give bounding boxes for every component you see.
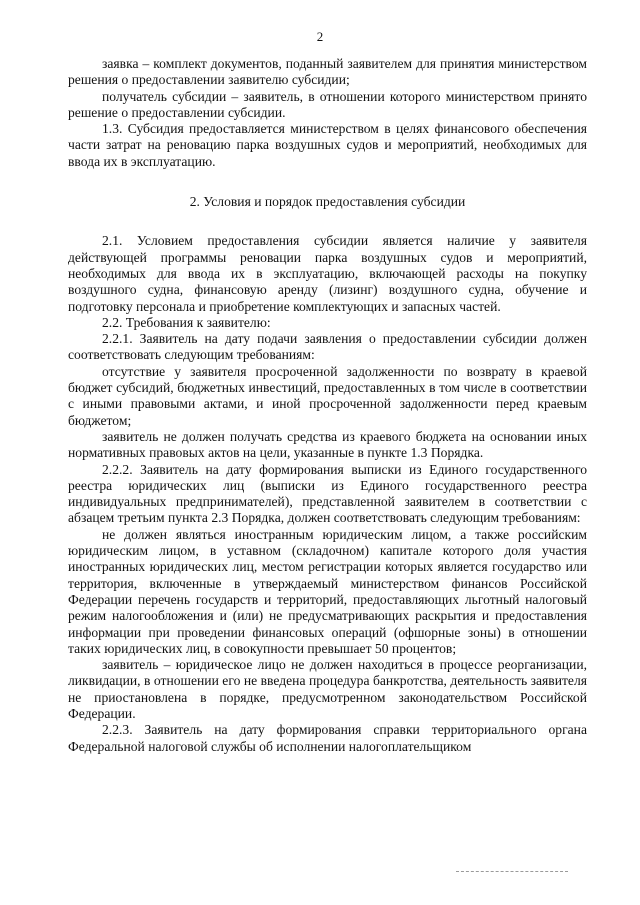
paragraph-2-2-1: 2.2.1. Заявитель на дату подачи заявления о предоставлении субсидии должен соответствовать следующим требованиям: (68, 331, 587, 363)
scan-artifact-line (456, 871, 568, 873)
paragraph-no-overdue-debt: отсутствие у заявителя просроченной задолженности по возврату в краевой бюджет субсидий, бюджетных инвестиций, предоставленных в том числе в соответствии с иными правовыми актами, и иной просроченной задолженности перед краевым бюджетом; (68, 363, 587, 428)
paragraph-application-definition: заявка – комплект документов, поданный заявителем для принятия министерством решения о предоставлении заявителю субсидии; (68, 56, 587, 88)
paragraph-2-1: 2.1. Условием предоставления субсидии является наличие у заявителя действующей программы реновации парка воздушных судов и мероприятий, необходимых для ввода их в эксплуатацию, включающей расходы на покупку воздушного судна, финансовую аренду (лизинг) воздушного судна, обучение и подготовку персонала и приобретение комплектующих и запасных частей. (68, 233, 587, 314)
paragraph-2-2-2: 2.2.2. Заявитель на дату формирования выписки из Единого государственного реестра юридических лиц (выписки из Единого государственного реестра индивидуальных предпринимателей), представленной заявителем в соответствии с абзацем третьим пункта 2.3 Порядка, должен соответствовать следующим требованиям: (68, 461, 587, 526)
paragraph-not-in-reorganization: заявитель – юридическое лицо не должен находиться в процессе реорганизации, ликвидации, в отношении его не введена процедура банкротства, деятельность заявителя не приостановлена в порядке, предусмотренном законодательством Российской Федерации. (68, 657, 587, 721)
paragraph-2-2-3: 2.2.3. Заявитель на дату формирования справки территориального органа Федеральной налоговой службы об исполнении налогоплательщиком (68, 722, 587, 754)
paragraph-recipient-definition: получатель субсидии – заявитель, в отношении которого министерством принято решение о предоставлении субсидии. (68, 88, 587, 120)
page-number: 2 (316, 29, 324, 44)
document-body (68, 56, 587, 755)
section-heading: 2. Условия и порядок предоставления субсидии (189, 194, 466, 210)
paragraph-no-other-funds: заявитель не должен получать средства из краевого бюджета на основании иных нормативных правовых актов на цели, указанные в пункте 1.3 Порядка. (68, 428, 587, 461)
paragraph-1-3: 1.3. Субсидия предоставляется министерством в целях финансового обеспечения части затрат на реновацию парка воздушных судов и мероприятий, необходимых для ввода их в эксплуатацию. (68, 121, 587, 169)
paragraph-2-2: 2.2. Требования к заявителю: (102, 314, 271, 330)
paragraph-not-foreign-entity: не должен являться иностранным юридическим лицом, а также российским юридическим лицом, в уставном (складочном) капитале которого доля участия иностранных юридических лиц, местом регистрации которых является государство или территория, включенные в утверждаемый министерством финансов Российской Федерации перечень государств и территорий, предоставляющих льготный налоговый режим налогообложения и (или) не предусматривающих раскрытия и предоставления информации при проведении финансовых операций (офшорные зоны) в отношении таких юридических лиц, в совокупности превышает 50 процентов; (68, 526, 587, 656)
